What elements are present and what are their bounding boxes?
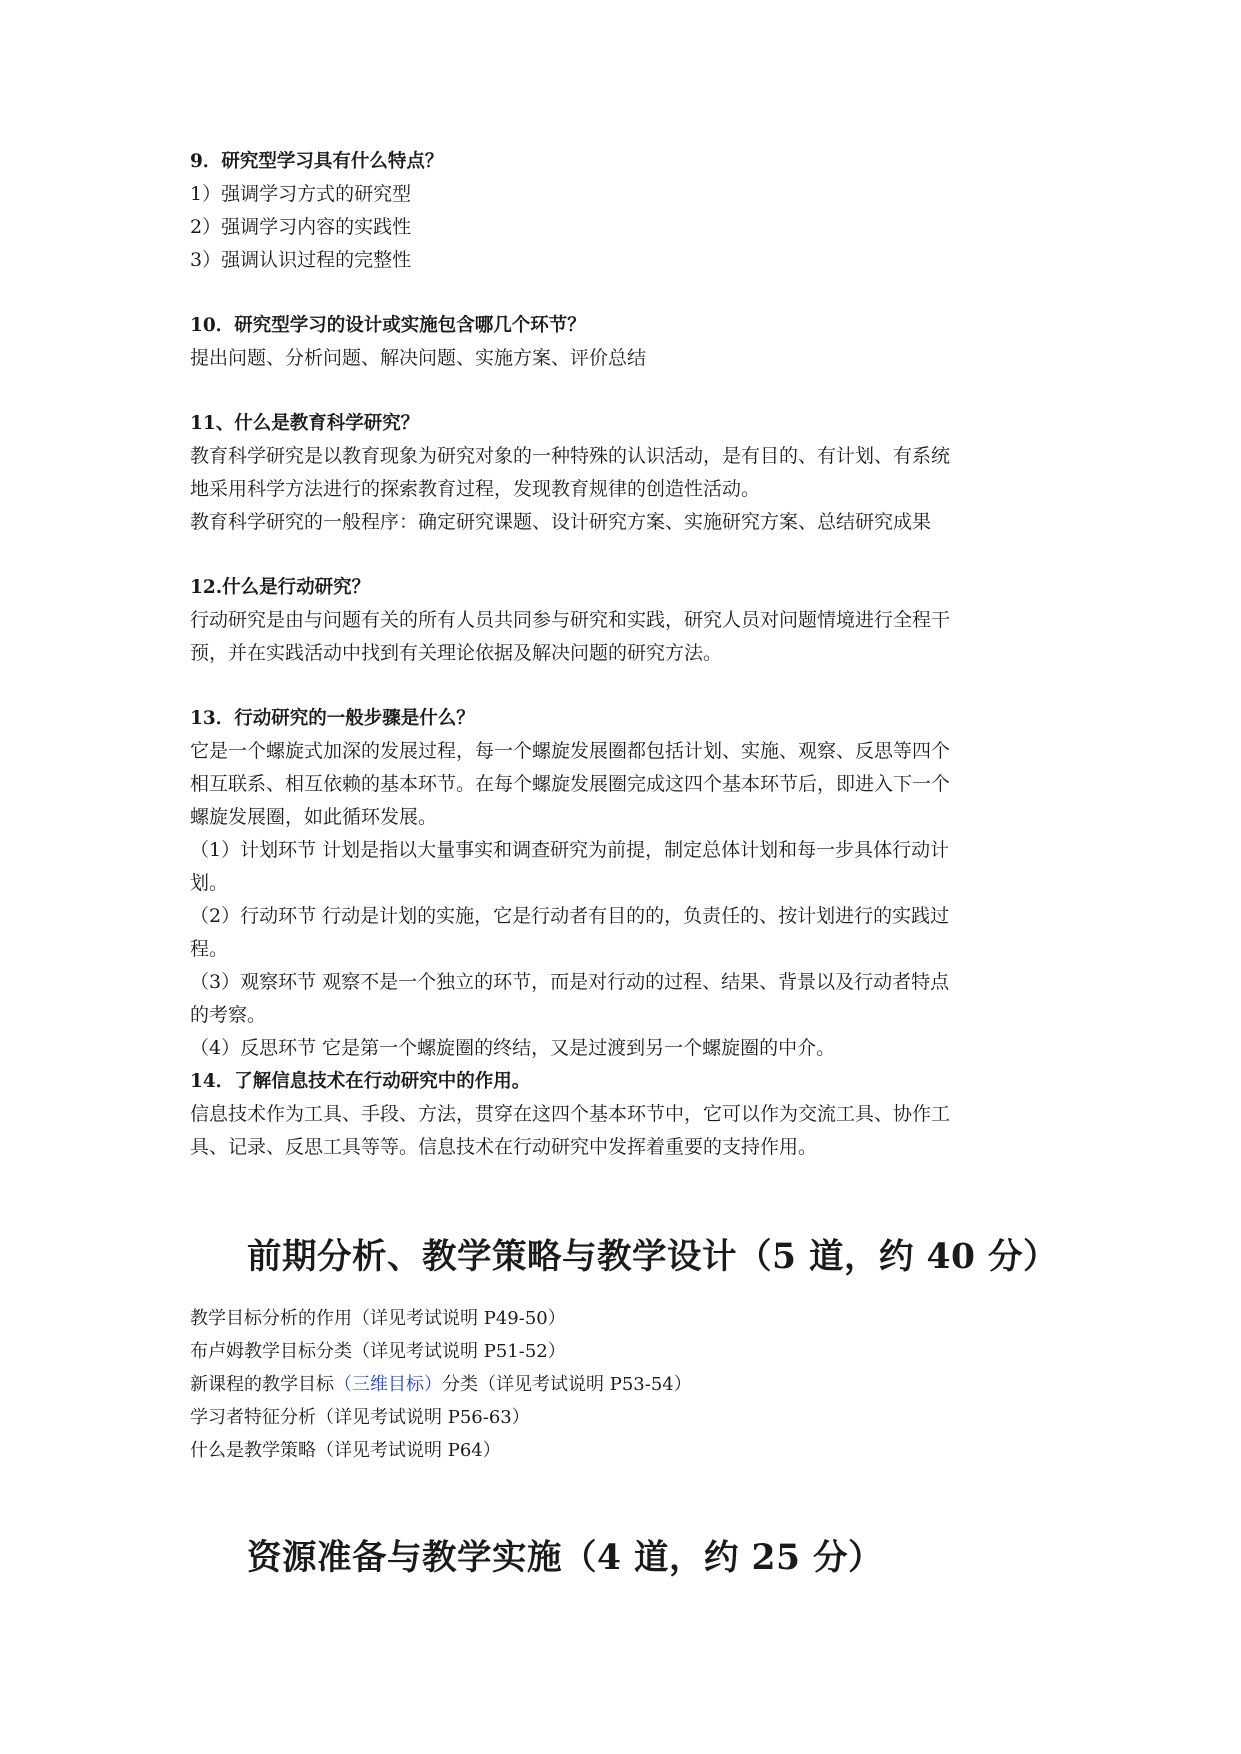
question-13-intro-line: 它是一个螺旋式加深的发展过程，每一个螺旋发展圈都包括计划、实施、观察、反思等四个 xyxy=(190,740,951,762)
reference-item xyxy=(190,1368,1070,1401)
question-9-item-1: 1）强调学习方式的研究型 xyxy=(190,183,412,205)
spacer xyxy=(190,277,1070,309)
question-9-title: 9．研究型学习具有什么特点？ xyxy=(190,151,444,172)
question-13-step-2: （2）行动环节 行动是计划的实施，它是行动者有目的的，负责任的、按计划进行的实践过 xyxy=(190,905,950,927)
reference-item: 教学目标分析的作用（详见考试说明 P49-50） xyxy=(190,1308,566,1329)
reference-text: 分类（详见考试说明 P53-54） xyxy=(442,1374,692,1395)
question-9-item-2: 2）强调学习内容的实践性 xyxy=(190,216,412,238)
question-13-step-1: （1）计划环节 计划是指以大量事实和调查研究为前提，制定总体计划和每一步具体行动计 xyxy=(190,839,950,861)
spacer xyxy=(190,1280,1070,1302)
question-13-step-2-cont: 程。 xyxy=(190,938,229,960)
question-14-title: 14．了解信息技术在行动研究中的作用。 xyxy=(190,1071,531,1092)
question-13-step-3-cont: 的考察。 xyxy=(190,1004,267,1026)
question-10-answer: 提出问题、分析问题、解决问题、实施方案、评价总结 xyxy=(190,347,647,369)
question-12-answer-line: 预，并在实践活动中找到有关理论依据及解决问题的研究方法。 xyxy=(190,642,723,664)
spacer xyxy=(190,1164,1070,1234)
question-13-step-4: （4）反思环节 它是第一个螺旋圈的终结，又是过渡到另一个螺旋圈的中介。 xyxy=(190,1037,836,1059)
question-13-step-3: （3）观察环节 观察不是一个独立的环节，而是对行动的过程、结果、背景以及行动者特点 xyxy=(190,971,950,993)
question-10-title: 10．研究型学习的设计或实施包含哪几个环节？ xyxy=(190,315,586,336)
spacer xyxy=(190,539,1070,571)
question-11-title: 11、什么是教育科学研究？ xyxy=(190,413,420,434)
spacer xyxy=(190,1467,1070,1535)
question-13-intro-line: 螺旋发展圈，如此循环发展。 xyxy=(190,806,438,828)
question-13-intro-line: 相互联系、相互依赖的基本环节。在每个螺旋发展圈完成这四个基本环节后，即进入下一个 xyxy=(190,773,951,795)
three-dimensional-goals-highlight: （三维目标） xyxy=(334,1374,442,1395)
reference-text: 新课程的教学目标 xyxy=(190,1374,334,1395)
question-13-step-1-cont: 划。 xyxy=(190,872,229,894)
section-heading-analysis-strategy-design: 前期分析、教学策略与教学设计（5 道，约 40 分） xyxy=(247,1237,1059,1277)
spacer xyxy=(190,670,1070,702)
section-heading-resources-implementation: 资源准备与教学实施（4 道，约 25 分） xyxy=(247,1538,884,1578)
document-page xyxy=(190,145,1070,1581)
reference-item: 学习者特征分析（详见考试说明 P56-63） xyxy=(190,1407,530,1428)
question-13-title: 13．行动研究的一般步骤是什么？ xyxy=(190,708,475,729)
question-14-answer-line: 信息技术作为工具、手段、方法，贯穿在这四个基本环节中，它可以作为交流工具、协作工 xyxy=(190,1103,951,1125)
question-11-answer-line: 教育科学研究的一般程序：确定研究课题、设计研究方案、实施研究方案、总结研究成果 xyxy=(190,511,932,533)
spacer xyxy=(190,375,1070,407)
reference-item: 布卢姆教学目标分类（详见考试说明 P51-52） xyxy=(190,1341,566,1362)
question-12-answer-line: 行动研究是由与问题有关的所有人员共同参与研究和实践，研究人员对问题情境进行全程干 xyxy=(190,609,951,631)
question-12-title: 12.什么是行动研究？ xyxy=(190,577,371,598)
question-9-item-3: 3）强调认识过程的完整性 xyxy=(190,249,412,271)
question-11-answer-line: 教育科学研究是以教育现象为研究对象的一种特殊的认识活动，是有目的、有计划、有系统 xyxy=(190,445,951,467)
question-11-answer-line: 地采用科学方法进行的探索教育过程，发现教育规律的创造性活动。 xyxy=(190,478,761,500)
reference-item: 什么是教学策略（详见考试说明 P64） xyxy=(190,1440,501,1461)
question-14-answer-line: 具、记录、反思工具等等。信息技术在行动研究中发挥着重要的支持作用。 xyxy=(190,1136,818,1158)
